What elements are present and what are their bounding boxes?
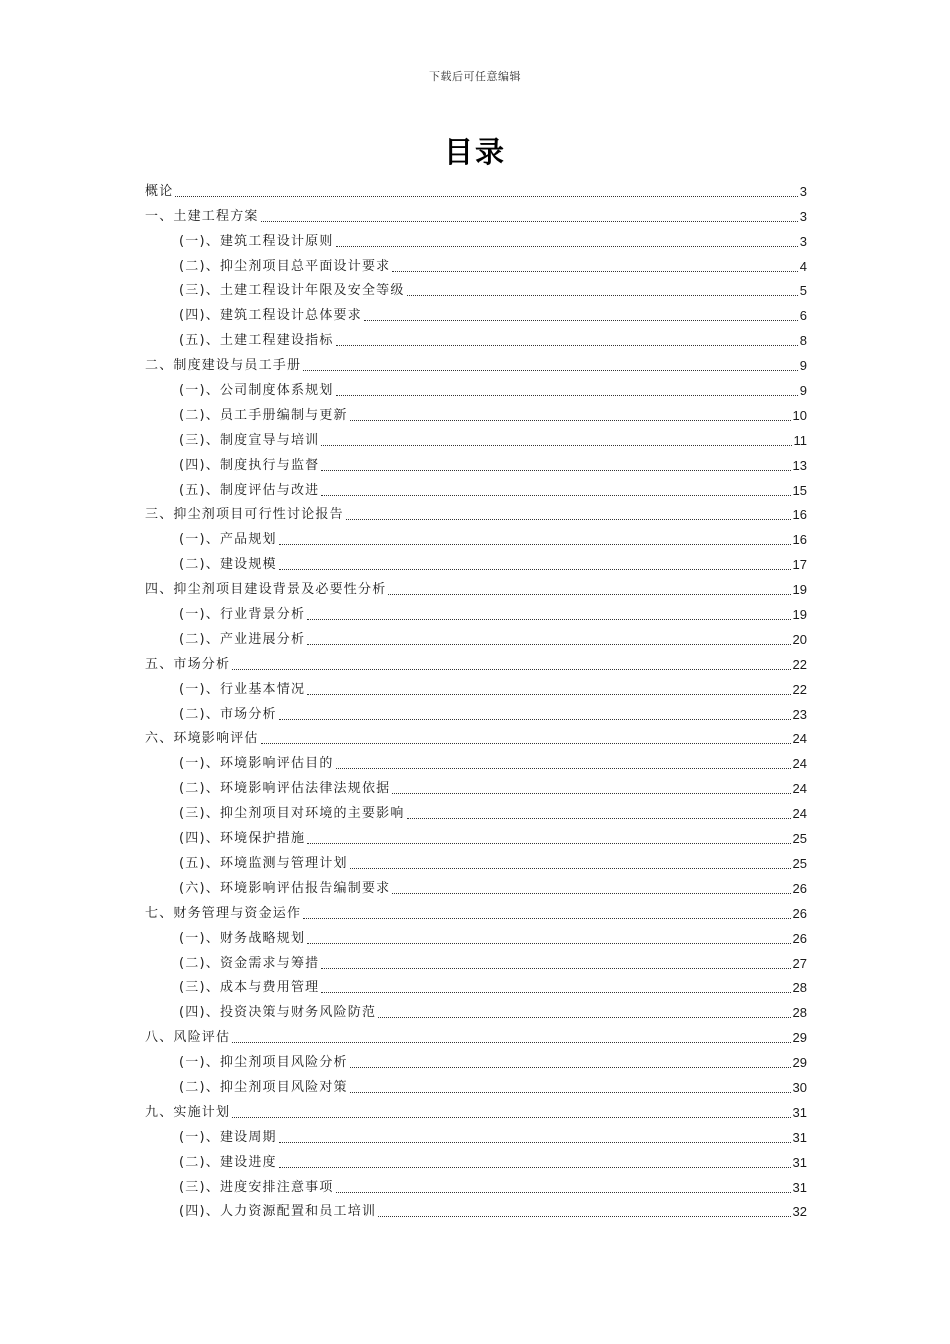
toc-entry-label: (三)、抑尘剂项目对环境的主要影响	[179, 806, 405, 822]
toc-entry-label: (四)、人力资源配置和员工培训	[179, 1204, 377, 1220]
toc-page-number: 11	[793, 432, 807, 448]
toc-page-number: 3	[799, 183, 807, 199]
toc-dot-leader	[378, 1016, 790, 1018]
toc-page-number: 28	[792, 1005, 807, 1021]
toc-dot-leader	[279, 718, 791, 720]
toc-page-number: 27	[792, 955, 807, 971]
toc-dot-leader	[303, 917, 790, 919]
toc-entry-label: (四)、制度执行与监督	[179, 457, 320, 473]
toc-entry-label: (三)、土建工程设计年限及安全等级	[179, 283, 405, 299]
toc-subentry[interactable]	[145, 772, 807, 797]
toc-entry-label: (二)、市场分析	[179, 706, 277, 722]
toc-subentry[interactable]	[145, 996, 807, 1021]
toc-entry[interactable]	[145, 723, 807, 748]
toc-page-number: 16	[792, 507, 807, 523]
toc-page-number: 30	[792, 1079, 807, 1095]
toc-dot-leader	[232, 1116, 790, 1118]
toc-entry-label: (一)、财务战略规划	[179, 930, 306, 946]
toc-page-number: 15	[792, 482, 807, 498]
toc-entry[interactable]	[145, 499, 807, 524]
toc-dot-leader	[321, 444, 791, 446]
toc-subentry[interactable]	[145, 972, 807, 997]
toc-entry-label: (三)、制度宣导与培训	[179, 432, 320, 448]
toc-entry-label: (二)、建设规模	[179, 557, 277, 573]
toc-dot-leader	[321, 991, 790, 993]
toc-dot-leader	[336, 1191, 791, 1193]
toc-page-number: 31	[792, 1154, 807, 1170]
toc-entry-label: (一)、公司制度体系规划	[179, 383, 334, 399]
toc-dot-leader	[307, 618, 790, 620]
toc-entry-label: (二)、抑尘剂项目风险对策	[179, 1079, 348, 1095]
toc-dot-leader	[346, 518, 791, 520]
toc-dot-leader	[279, 568, 791, 570]
toc-entry-label: (四)、投资决策与财务风险防范	[179, 1005, 377, 1021]
toc-subentry[interactable]	[145, 1196, 807, 1221]
toc-subentry[interactable]	[145, 474, 807, 499]
toc-page-number: 26	[792, 880, 807, 896]
toc-entry-label: (五)、土建工程建设指标	[179, 333, 334, 349]
toc-entry-label: (二)、产业进展分析	[179, 631, 306, 647]
toc-dot-leader	[364, 319, 798, 321]
toc-entry-label: (五)、制度评估与改进	[179, 482, 320, 498]
toc-page-number: 22	[792, 681, 807, 697]
toc-entry-label: 五、市场分析	[145, 656, 231, 672]
toc-subentry[interactable]	[145, 698, 807, 723]
toc-entry[interactable]	[145, 1021, 807, 1046]
toc-dot-leader	[261, 220, 798, 222]
toc-page-number: 9	[799, 383, 807, 399]
toc-page-number: 31	[792, 1179, 807, 1195]
toc-page-number: 25	[792, 855, 807, 871]
toc-subentry[interactable]	[145, 1046, 807, 1071]
toc-page-number: 16	[792, 532, 807, 548]
toc-page-number: 5	[799, 283, 807, 299]
toc-subentry[interactable]	[145, 872, 807, 897]
toc-subentry[interactable]	[145, 548, 807, 573]
toc-entry-label: 七、财务管理与资金运作	[145, 905, 302, 921]
header-note: 下载后可任意编辑	[429, 70, 521, 83]
toc-entry[interactable]	[145, 897, 807, 922]
toc-dot-leader	[232, 668, 790, 670]
table-of-contents	[145, 175, 807, 1220]
toc-subentry[interactable]	[145, 623, 807, 648]
toc-dot-leader	[350, 867, 791, 869]
toc-subentry[interactable]	[145, 922, 807, 947]
toc-page-number: 22	[792, 656, 807, 672]
toc-page-number: 26	[792, 905, 807, 921]
toc-subentry[interactable]	[145, 947, 807, 972]
toc-dot-leader	[279, 1166, 791, 1168]
toc-page-number: 24	[792, 756, 807, 772]
toc-page-number: 13	[792, 457, 807, 473]
toc-page-number: 4	[799, 258, 807, 274]
toc-dot-leader	[392, 270, 797, 272]
toc-entry[interactable]	[145, 349, 807, 374]
toc-subentry[interactable]	[145, 523, 807, 548]
toc-entry-label: 六、环境影响评估	[145, 731, 259, 747]
toc-entry-label: (一)、建筑工程设计原则	[179, 233, 334, 249]
toc-page-number: 24	[792, 731, 807, 747]
toc-page-number: 32	[792, 1204, 807, 1220]
toc-dot-leader	[307, 942, 790, 944]
toc-subentry[interactable]	[145, 449, 807, 474]
toc-page-number: 29	[792, 1055, 807, 1071]
toc-entry[interactable]	[145, 648, 807, 673]
toc-dot-leader	[321, 494, 790, 496]
toc-subentry[interactable]	[145, 1146, 807, 1171]
toc-dot-leader	[261, 742, 791, 744]
toc-page-number: 23	[792, 706, 807, 722]
toc-entry-label: (二)、环境影响评估法律法规依据	[179, 781, 391, 797]
toc-entry-label: (一)、建设周期	[179, 1129, 277, 1145]
toc-page-number: 25	[792, 831, 807, 847]
toc-subentry[interactable]	[145, 1171, 807, 1196]
toc-subentry[interactable]	[145, 399, 807, 424]
toc-entry-label: (一)、环境影响评估目的	[179, 756, 334, 772]
toc-dot-leader	[175, 195, 797, 197]
toc-dot-leader	[388, 593, 790, 595]
toc-page-number: 28	[792, 980, 807, 996]
toc-subentry[interactable]	[145, 797, 807, 822]
toc-page-number: 3	[799, 233, 807, 249]
toc-page-number: 17	[792, 557, 807, 573]
toc-entry-label: (一)、产品规划	[179, 532, 277, 548]
toc-entry-label: 二、制度建设与员工手册	[145, 358, 302, 374]
toc-entry-label: (三)、进度安排注意事项	[179, 1179, 334, 1195]
toc-entry-label: (一)、行业基本情况	[179, 681, 306, 697]
toc-dot-leader	[321, 967, 790, 969]
toc-subentry[interactable]	[145, 1071, 807, 1096]
toc-subentry[interactable]	[145, 598, 807, 623]
toc-dot-leader	[350, 419, 791, 421]
toc-subentry[interactable]	[145, 324, 807, 349]
toc-page-number: 9	[799, 358, 807, 374]
toc-entry-label: (三)、成本与费用管理	[179, 980, 320, 996]
toc-page-number: 26	[792, 930, 807, 946]
toc-subentry[interactable]	[145, 747, 807, 772]
toc-entry[interactable]	[145, 1096, 807, 1121]
toc-dot-leader	[378, 1215, 790, 1217]
toc-entry-label: (六)、环境影响评估报告编制要求	[179, 880, 391, 896]
toc-dot-leader	[407, 817, 791, 819]
toc-subentry[interactable]	[145, 822, 807, 847]
toc-subentry[interactable]	[145, 250, 807, 275]
toc-subentry[interactable]	[145, 275, 807, 300]
toc-page-number: 29	[792, 1030, 807, 1046]
toc-dot-leader	[307, 643, 790, 645]
toc-dot-leader	[336, 245, 798, 247]
toc-entry-label: (一)、抑尘剂项目风险分析	[179, 1055, 348, 1071]
toc-page-number: 31	[792, 1104, 807, 1120]
toc-dot-leader	[307, 693, 790, 695]
toc-subentry[interactable]	[145, 847, 807, 872]
toc-entry-label: (四)、环境保护措施	[179, 831, 306, 847]
toc-page-number: 24	[792, 806, 807, 822]
toc-entry[interactable]	[145, 573, 807, 598]
toc-subentry[interactable]	[145, 1121, 807, 1146]
toc-page-number: 10	[792, 407, 807, 423]
toc-subentry[interactable]	[145, 673, 807, 698]
toc-dot-leader	[336, 344, 798, 346]
toc-page-number: 8	[799, 333, 807, 349]
toc-page-number: 24	[792, 781, 807, 797]
toc-entry-label: (二)、资金需求与筹措	[179, 955, 320, 971]
toc-entry-label: 一、土建工程方案	[145, 208, 259, 224]
toc-entry-label: (五)、环境监测与管理计划	[179, 855, 348, 871]
toc-page-number: 31	[792, 1129, 807, 1145]
toc-entry-label: 八、风险评估	[145, 1030, 231, 1046]
toc-dot-leader	[307, 842, 790, 844]
toc-page-number: 20	[792, 631, 807, 647]
toc-dot-leader	[392, 892, 790, 894]
toc-page-number: 19	[792, 607, 807, 623]
toc-dot-leader	[350, 1066, 791, 1068]
toc-entry-label: (二)、抑尘剂项目总平面设计要求	[179, 258, 391, 274]
toc-entry-label: (二)、建设进度	[179, 1154, 277, 1170]
toc-dot-leader	[336, 394, 798, 396]
toc-entry-label: 三、抑尘剂项目可行性讨论报告	[145, 507, 344, 523]
toc-dot-leader	[279, 543, 791, 545]
toc-subentry[interactable]	[145, 225, 807, 250]
toc-dot-leader	[279, 1141, 791, 1143]
toc-dot-leader	[407, 294, 798, 296]
toc-dot-leader	[350, 1091, 791, 1093]
toc-dot-leader	[303, 369, 798, 371]
toc-entry-label: (一)、行业背景分析	[179, 607, 306, 623]
toc-subentry[interactable]	[145, 424, 807, 449]
toc-entry[interactable]	[145, 200, 807, 225]
toc-title: 目录	[443, 135, 506, 169]
toc-entry-label: 概论	[145, 183, 174, 199]
toc-entry-label: (二)、员工手册编制与更新	[179, 407, 348, 423]
toc-subentry[interactable]	[145, 299, 807, 324]
toc-entry-label: 九、实施计划	[145, 1104, 231, 1120]
toc-subentry[interactable]	[145, 374, 807, 399]
toc-dot-leader	[321, 469, 790, 471]
toc-page-number: 3	[799, 208, 807, 224]
toc-page-number: 19	[792, 582, 807, 598]
toc-entry-label: 四、抑尘剂项目建设背景及必要性分析	[145, 582, 387, 598]
toc-dot-leader	[392, 792, 790, 794]
toc-page-number: 6	[799, 308, 807, 324]
toc-dot-leader	[336, 767, 791, 769]
toc-entry[interactable]	[145, 175, 807, 200]
toc-dot-leader	[232, 1041, 790, 1043]
toc-entry-label: (四)、建筑工程设计总体要求	[179, 308, 362, 324]
